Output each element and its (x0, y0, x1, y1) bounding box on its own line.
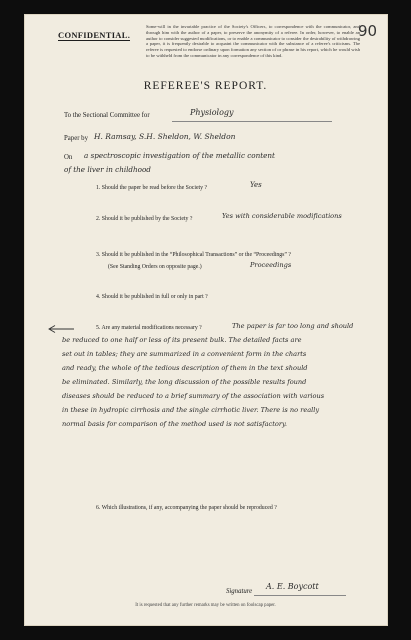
answer-1: Yes (250, 181, 262, 189)
question-4: 4. Should it be published in full or only in part ? (96, 294, 208, 300)
confidential-notice: Some-will in the invariable practice of the Society's Officers, to correspondence with the communicator, and through him with the author of a paper, to preserve the anonymity of a referee. In order, however, to enable an author to consider suggested modifications, or to enable a communicator to consider the desirability of withdrawing a paper, it is frequently desirable to acquaint the communicator with the substance of a referee's criticisms. The referee is requested to endorse ordinary upon formation any section of or phrase in his report, which he would wish to be withheld from the communicator in any correspondence of this kind. (146, 24, 360, 58)
answer-5-line-8: normal basis for comparison of the method used is not satisfactory. (62, 420, 287, 428)
question-3-note: (See Standing Orders on opposite page.) (108, 264, 202, 270)
footer-note: It is requested that any further remarks may be written on foolscap paper. (135, 603, 276, 608)
paper-by-label: Paper by (64, 135, 88, 142)
answer-5-line-4: and ready, the whole of the tedious description of them in the text should (62, 364, 308, 372)
confidential-label: CONFIDENTIAL. (58, 30, 131, 40)
committee-value: Physiology (190, 108, 234, 117)
answer-5-line-1: The paper is far too long and should (232, 322, 354, 330)
question-2: 2. Should it be published by the Society ? (96, 216, 193, 222)
answer-5-line-3: set out in tables; they are summarized in a convenient form in the charts (62, 350, 307, 358)
question-3: 3. Should it be published in the “Philosophical Transactions” or the “Proceedings” ? (96, 252, 291, 258)
page-number: 90 (358, 22, 378, 40)
paper-title-line2: of the liver in childhood (64, 165, 151, 174)
committee-label: To the Sectional Committee for (64, 112, 150, 119)
paper-title-line1: a spectroscopic investigation of the metallic content (84, 151, 275, 160)
committee-rule (172, 121, 332, 122)
arrow-left-icon (46, 324, 76, 334)
report-title: REFEREE'S REPORT. (143, 80, 268, 92)
answer-5-line-6: diseases should be reduced to a brief summary of the association with various (62, 392, 325, 400)
signature-value: A. E. Boycott (266, 582, 319, 591)
question-1: 1. Should the paper be read before the Society ? (96, 185, 208, 191)
question-6: 6. Which illustrations, if any, accompanying the paper should be reproduced ? (96, 505, 277, 511)
answer-5-line-2: be reduced to one half or less of its present bulk. The detailed facts are (62, 336, 302, 344)
answer-2: Yes with considerable modifications (222, 212, 342, 220)
paper-authors: H. Ramsay, S.H. Sheldon, W. Sheldon (94, 132, 236, 141)
answer-3: Proceedings (250, 261, 292, 269)
report-form (24, 14, 388, 626)
signature-rule (254, 595, 346, 596)
answer-5-line-7: in these in hydropic cirrhosis and the single cirrhotic liver. There is no really (62, 406, 320, 414)
question-5: 5. Are any material modifications necessary ? (96, 325, 202, 331)
answer-5-line-5: be eliminated. Similarly, the long discussion of the possible results found (62, 378, 307, 386)
signature-label: Signature (226, 588, 253, 595)
paper-on-label: On (64, 154, 73, 161)
